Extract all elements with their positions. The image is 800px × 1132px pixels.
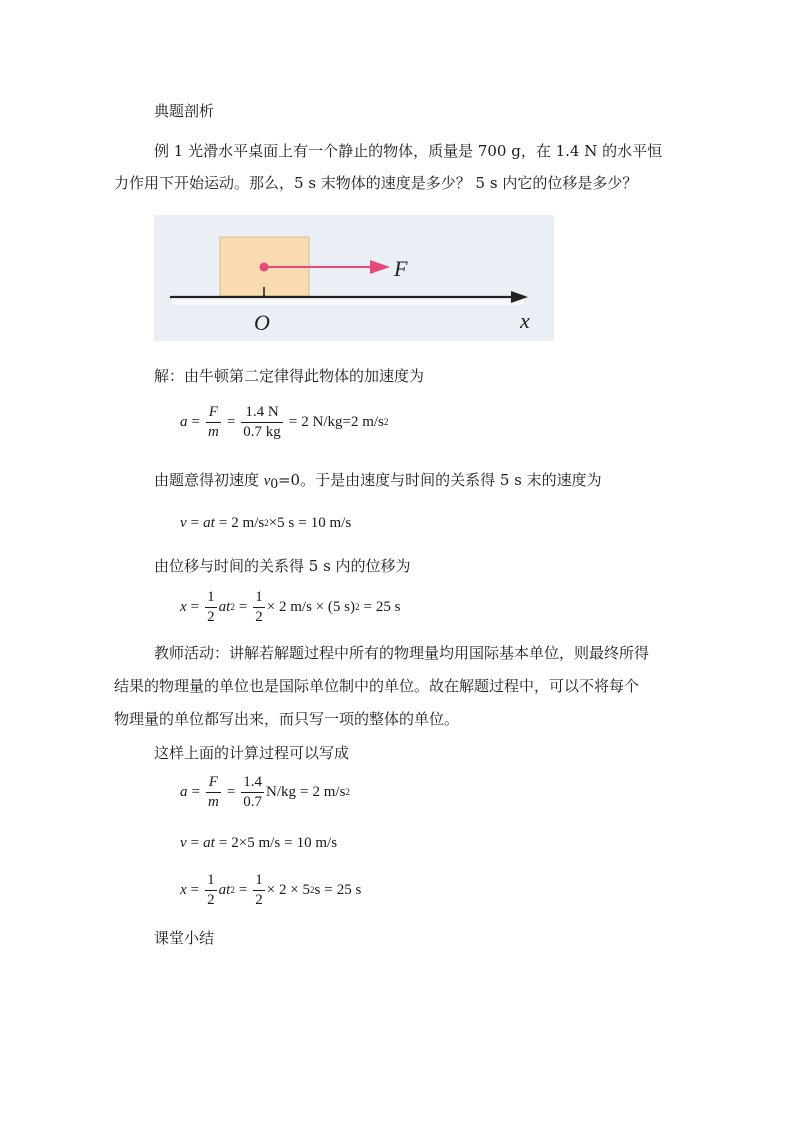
eq4-frac2-den: 0.7: [243, 793, 263, 810]
eq6-half2-num: 1: [255, 871, 263, 888]
summary-title: 课堂小结: [154, 929, 215, 947]
eq6-result: 25 s: [336, 881, 362, 898]
force-diagram: [154, 215, 554, 341]
force-arrowhead: [370, 260, 390, 274]
eq3-half-den: 2: [207, 608, 215, 625]
eq2-part2: ×5 s: [268, 514, 295, 531]
eq3-half-2: [253, 589, 265, 626]
text2-after: =0。于是由速度与时间的关系得 5 s 末的速度为: [277, 471, 602, 489]
teacher-line-1: 教师活动：讲解若解题过程中所有的物理量均用国际基本单位，则最终所得: [154, 644, 650, 662]
equation-acceleration: a = $\frac{F}{m}$ = $\frac{1.4 N}{0.7 kg}$ = 2 N/kg=2 m/s 2: [180, 403, 389, 440]
eq4-frac1: [206, 774, 221, 811]
eq5-lhs: v: [180, 834, 187, 851]
eq6-half-num: 1: [207, 871, 215, 888]
equation-velocity: v = at = 2 m/s 2 ×5 s = 10 m/s: [180, 514, 352, 531]
example-line-1: 例 1 光滑水平桌面上有一个静止的物体，质量是 700 g，在 1.4 N 的水平恒: [154, 142, 663, 160]
eq6-half2-den: 2: [255, 891, 263, 908]
eq1-frac2: [241, 404, 283, 441]
eq4-frac1-den: m: [207, 793, 219, 810]
eq1-frac1-num: F: [208, 403, 218, 420]
text2-sub: 0: [270, 476, 278, 492]
eq3-result: 25 s: [375, 598, 401, 615]
eq6-lhs: x: [180, 881, 187, 898]
displacement-text: 由位移与时间的关系得 5 s 内的位移为: [154, 557, 411, 575]
text2-before: 由题意得初速度: [154, 471, 264, 489]
eq4-frac2: [241, 774, 264, 811]
table-surface: [172, 297, 524, 305]
equation-displacement: x = $\frac{1}{2}$ at 2 = $\frac{1}{2}$ × 2 m/s × (5 s) 2 = 25 s: [180, 588, 401, 625]
eq2-result: 10 m/s: [310, 514, 352, 531]
equation-velocity-simplified: v = at = 2×5 m/s = 10 m/s: [180, 834, 338, 851]
force-diagram-svg: [154, 215, 554, 341]
rewrite-text: 这样上面的计算过程可以写成: [154, 744, 350, 762]
eq6-half-2: [253, 872, 265, 909]
force-origin-dot: [260, 263, 269, 272]
eq1-lhs: a: [180, 413, 188, 430]
eq6-middle: × 2 × 5: [266, 881, 310, 898]
origin-label: O: [254, 310, 270, 335]
eq4-frac1-num: F: [208, 773, 218, 790]
initial-velocity-text: [154, 470, 602, 491]
force-label: F: [394, 256, 408, 281]
eq1-frac2-den: 0.7 kg: [243, 423, 281, 440]
teacher-line-3: 物理量的单位都写出来，而只写一项的整体的单位。: [114, 710, 460, 728]
eq5-result: 10 m/s: [296, 834, 338, 851]
eq4-unit: N/kg: [266, 783, 297, 800]
eq3-half2-den: 2: [255, 608, 263, 625]
eq6-half: [205, 872, 217, 909]
eq6-half-den: 2: [207, 891, 215, 908]
eq2-at: at: [203, 514, 215, 531]
axis-label: x: [520, 308, 530, 333]
eq3-half-num: 1: [207, 588, 215, 605]
eq3-half: [205, 589, 217, 626]
eq4-frac2-num: 1.4: [243, 773, 263, 790]
text2-v: v: [263, 473, 271, 489]
section-title: 典题剖析: [154, 102, 215, 120]
eq4-lhs: a: [180, 783, 188, 800]
eq3-half2-num: 1: [255, 588, 263, 605]
solution-intro: 解：由牛顿第二定律得此物体的加速度为: [154, 367, 425, 385]
eq3-middle: × 2 m/s × (5 s): [266, 598, 355, 615]
eq3-at: at: [218, 598, 231, 615]
eq2-part1: 2 m/s: [231, 514, 265, 531]
eq4-result: 2 m/s: [312, 783, 346, 800]
eq1-frac1: [206, 404, 221, 441]
eq1-frac1-den: m: [207, 423, 219, 440]
eq3-lhs: x: [180, 598, 187, 615]
equation-displacement-simplified: x = $\frac{1}{2}$ at 2 = $\frac{1}{2}$ × 2 × 5 2 s = 25 s: [180, 871, 362, 908]
eq1-frac2-num: 1.4 N: [245, 403, 279, 420]
eq5-at: at: [203, 834, 215, 851]
eq6-at: at: [218, 881, 231, 898]
eq1-rhs: 2 N/kg=2 m/s: [301, 413, 384, 430]
equation-acceleration-simplified: a = $\frac{F}{m}$ = $\frac{1.4}{0.7}$ N/kg = 2 m/s 2: [180, 773, 350, 810]
eq6-unit: s: [314, 881, 321, 898]
eq5-middle: 2×5 m/s: [231, 834, 281, 851]
teacher-line-2: 结果的物理量的单位也是国际单位制中的单位。故在解题过程中，可以不将每个: [114, 677, 640, 695]
example-line-2: 力作用下开始运动。那么，5 s 末物体的速度是多少？ 5 s 内它的位移是多少？: [114, 174, 638, 192]
eq2-lhs: v: [180, 514, 187, 531]
